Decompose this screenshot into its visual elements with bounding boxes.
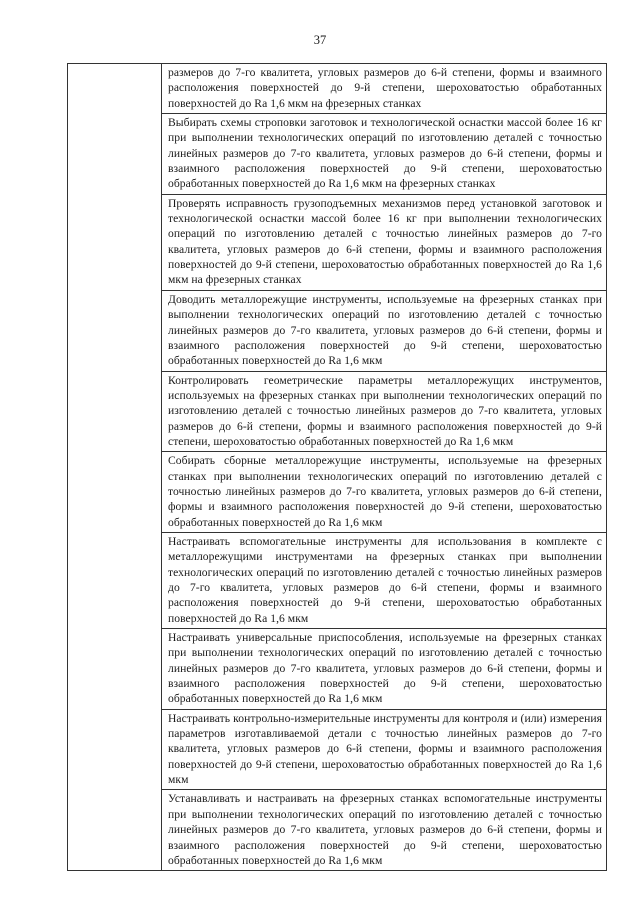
page-number: 37 xyxy=(313,33,327,47)
table-cell-text: Выбирать схемы строповки заготовок и технологической оснастки массой более 16 кг при выполнении технологических операций по изготовлению деталей с точностью линейных размеров до 7-го квалитета, угловых размеров до 6-й степени, формы и взаимного расположения поверхностей до 9-й степени, шероховатостью обработанных поверхностей до Ra 1,6 мкм на фрезерных станках xyxy=(162,114,607,195)
table-cell-text: Настраивать контрольно-измерительные инструменты для контроля и (или) измерения параметров изготавливаемой детали с точностью линейных размеров до 7-го квалитета, угловых размеров до 6-й степени, формы и взаимного расположения поверхностей до 9-й степени, шероховатостью обработанных поверхностей до Ra 1,6 мкм xyxy=(162,709,607,790)
table-cell-text: размеров до 7-го квалитета, угловых размеров до 6-й степени, формы и взаимного расположения поверхностей до 9-й степени, шероховатостью обработанных поверхностей до Ra 1,6 мкм на фрезерных станках xyxy=(162,64,607,114)
table-cell-text: Собирать сборные металлорежущие инструменты, используемые на фрезерных станках при выполнении технологических операций по изготовлению деталей с точностью линейных размеров до 7-го квалитета, угловых размеров до 6-й степени, формы и взаимного расположения поверхностей до 9-й степени, шероховатостью обработанных поверхностей до Ra 1,6 мкм xyxy=(162,452,607,533)
table-cell-text: Контролировать геометрические параметры металлорежущих инструментов, используемых на фрезерных станках при выполнении технологических операций по изготовлению деталей с точностью линейных размеров до 7-го квалитета, угловых размеров до 6-й степени, формы и взаимного расположения поверхностей до 9-й степени, шероховатостью обработанных поверхностей до Ra 1,6 мкм xyxy=(162,371,607,452)
skills-table xyxy=(67,63,607,871)
table-cell-text: Доводить металлорежущие инструменты, используемые на фрезерных станках при выполнении технологических операций по изготовлению деталей с точностью линейных размеров до 7-го квалитета, угловых размеров до 6-й степени, формы и взаимного расположения поверхностей до 9-й степени, шероховатостью обработанных поверхностей до Ra 1,6 мкм xyxy=(162,290,607,371)
table-cell-text: Настраивать вспомогательные инструменты для использования в комплекте с металлорежущими инструментами на фрезерных станках при выполнении технологических операций по изготовлению деталей с точностью линейных размеров до 7-го квалитета, угловых размеров до 6-й степени, формы и взаимного расположения поверхностей до 9-й степени, шероховатостью обработанных поверхностей до Ra 1,6 мкм xyxy=(162,532,607,628)
table-cell-text: Настраивать универсальные приспособления, используемые на фрезерных станках при выполнении технологических операций по изготовлению деталей с точностью линейных размеров до 7-го квалитета, угловых размеров до 6-й степени, формы и взаимного расположения поверхностей до 9-й степени, шероховатостью обработанных поверхностей до Ra 1,6 мкм xyxy=(162,629,607,710)
empty-label-cell xyxy=(68,64,162,871)
table-cell-text: Устанавливать и настраивать на фрезерных станках вспомогательные инструменты при выполнении технологических операций по изготовлению деталей с точностью линейных размеров до 7-го квалитета, угловых размеров до 6-й степени, формы и взаимного расположения поверхностей до 9-й степени, шероховатостью обработанных поверхностей до Ra 1,6 мкм xyxy=(162,790,607,871)
table-cell-text: Проверять исправность грузоподъемных механизмов перед установкой заготовок и технологической оснастки массой более 16 кг при выполнении технологических операций по изготовлению деталей с точностью линейных размеров до 7-го квалитета, угловых размеров до 6-й степени, формы и взаимного расположения поверхностей до 9-й степени, шероховатостью обработанных поверхностей до Ra 1,6 мкм на фрезерных станках xyxy=(162,194,607,290)
table-row xyxy=(68,64,607,114)
